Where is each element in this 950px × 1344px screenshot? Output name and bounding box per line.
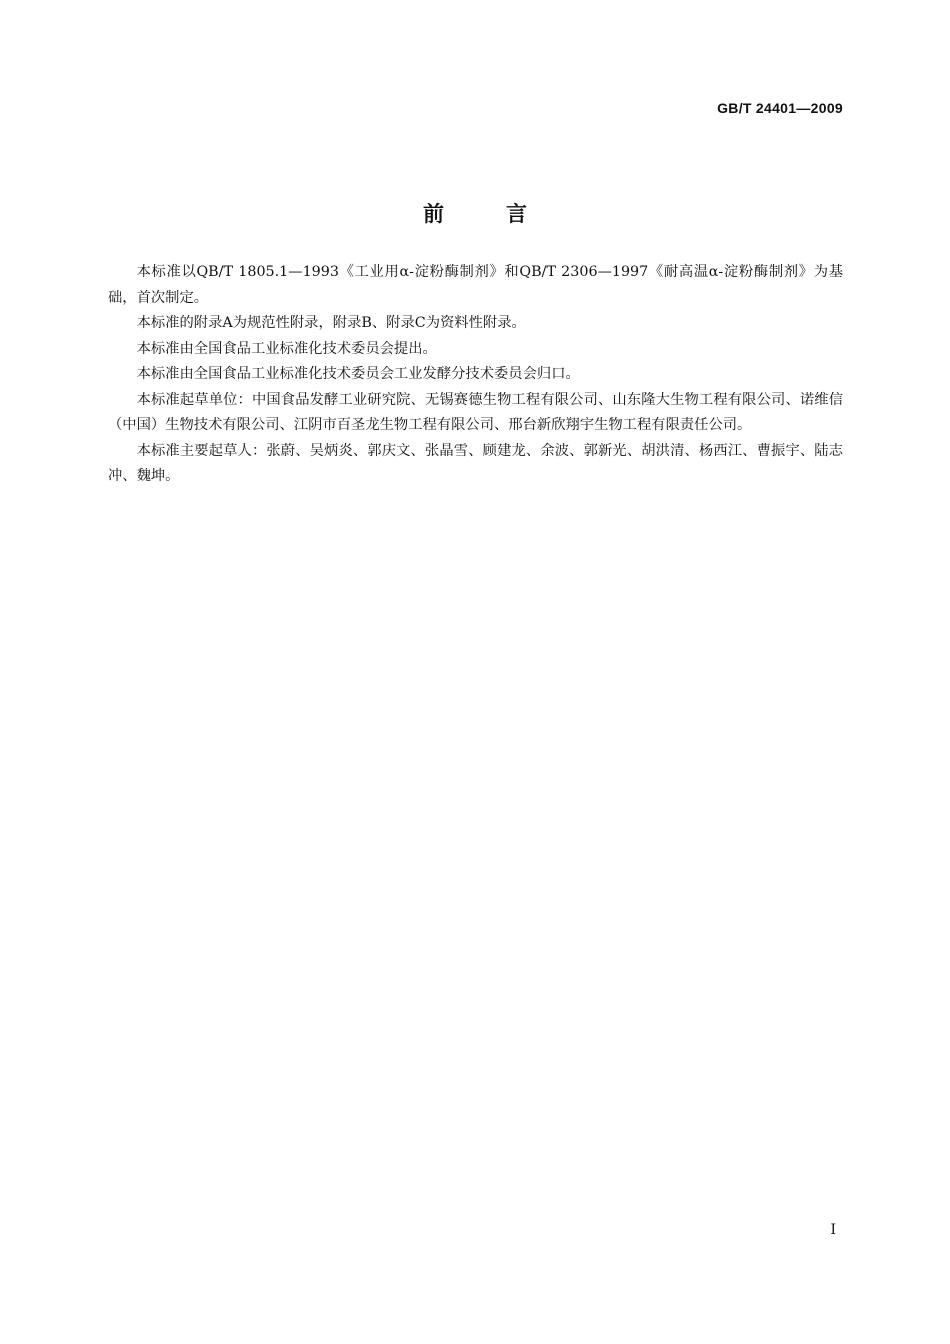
paragraph-basis: 本标准以QB/T 1805.1—1993《工业用α-淀粉酶制剂》和QB/T 2306—1997《耐高温α-淀粉酶制剂》为基础，首次制定。: [108, 264, 843, 306]
foreword-body: [108, 260, 843, 490]
paragraph-proposer: 本标准由全国食品工业标准化技术委员会提出。: [136, 340, 437, 357]
page-number: I: [830, 1222, 836, 1238]
paragraph-administrator: 本标准由全国食品工业标准化技术委员会工业发酵分技术委员会归口。: [136, 366, 580, 382]
paragraph-appendix: 本标准的附录A为规范性附录，附录B、附录C为资料性附录。: [136, 315, 526, 331]
standard-code: GB/T 24401—2009: [717, 100, 843, 116]
paragraph-drafting-units: 本标准起草单位：中国食品发酵工业研究院、无锡赛德生物工程有限公司、山东隆大生物工程有限公司、诺维信（中国）生物技术有限公司、江阴市百圣龙生物工程有限公司、邢台新欣翔宇生物工程有限责任公司。: [108, 391, 843, 433]
page-title: 前言: [423, 202, 589, 227]
paragraph-drafters: 本标准主要起草人：张蔚、吴炳炎、郭庆文、张晶雪、顾建龙、余波、郭新光、胡洪清、杨西江、曹振宇、陆志冲、魏坤。: [108, 442, 843, 484]
